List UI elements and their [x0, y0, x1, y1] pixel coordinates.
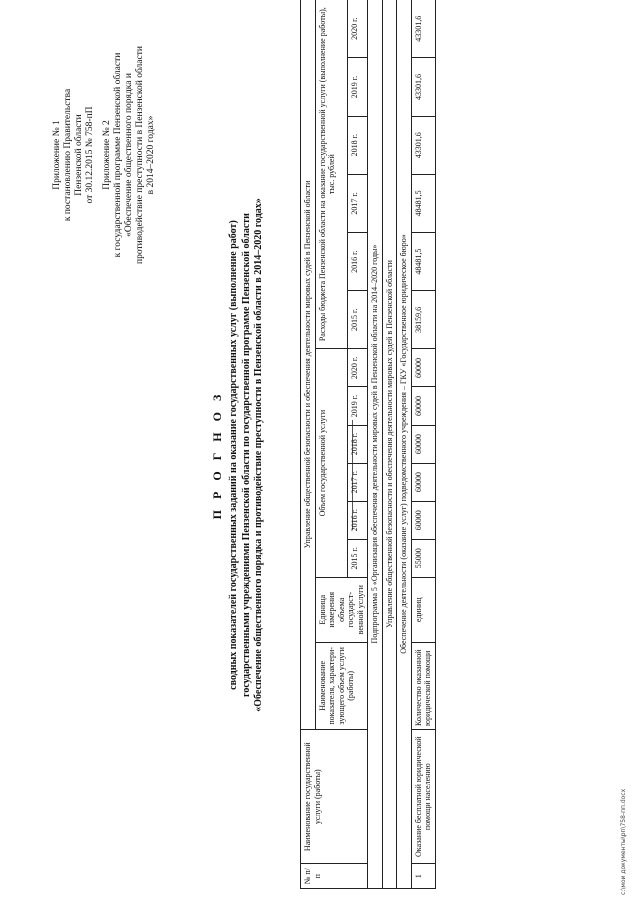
row-service: Оказание бесплатной юридической помощи населению: [411, 730, 435, 864]
table-section-row: [368, 0, 383, 889]
appendix-line: «Обеспечение общественного порядка и: [124, 73, 134, 237]
appendix-line: Приложение № 1: [52, 120, 62, 190]
expense-cell: 43301,6: [411, 58, 435, 116]
title-line: «Обеспечение общественного порядка и противодействие преступности в Пензенской области в 2014–2020 годах»: [253, 198, 264, 712]
year-cell: 2016 г.: [348, 501, 368, 539]
year-cell: 2017 г.: [348, 463, 368, 501]
title-heading: П Р О Г Н О З: [210, 390, 224, 520]
header-num: № п/п: [301, 864, 368, 889]
volume-cell: 60000: [411, 463, 435, 501]
appendix-line: к государственной программе Пензенской области: [113, 52, 123, 258]
expense-cell: 48481,5: [411, 174, 435, 232]
expense-cell: 38159,6: [411, 291, 435, 349]
appendix-line: к постановлению Правительства: [63, 88, 73, 222]
volume-cell: 60000: [411, 349, 435, 387]
year-cell: 2019 г.: [348, 58, 368, 116]
volume-cell: 60000: [411, 387, 435, 425]
document-title: [210, 45, 266, 865]
file-path-footer: c:\мои документы\рп\758-пп.docx: [620, 788, 627, 895]
year-cell: 2018 г.: [348, 425, 368, 463]
subprogram-title: Подпрограмма 5 «Организация обеспечения деятельности мировых судей в Пензенской области на 2014–2020 годы»: [368, 0, 383, 889]
year-cell: 2019 г.: [348, 387, 368, 425]
dept-title: Управление общественной безопасности и обеспечения деятельности мировых судей в Пензенской области: [382, 0, 397, 889]
appendix-line: Пензенской области: [74, 114, 84, 196]
expense-cell: 43301,6: [411, 116, 435, 174]
year-cell: 2020 г.: [348, 0, 368, 58]
table-section-row: [382, 0, 397, 889]
volume-cell: 55000: [411, 539, 435, 577]
header-service: Наименование государственной услуги (работы): [301, 730, 368, 864]
title-line: государственными учреждениями Пензенской области по государственной программе Пензенской области: [240, 213, 252, 697]
volume-cell: 60000: [411, 425, 435, 463]
row-indicator: Количество оказанной юридической помощи: [411, 642, 435, 729]
year-cell: 2015 г.: [348, 539, 368, 577]
title-line: сводных показателей государственных заданий на оказание государственных услуг (выполнение работ): [228, 220, 239, 690]
appendix-line: противодействие преступности в Пензенской области: [135, 46, 145, 264]
volume-cell: 60000: [411, 501, 435, 539]
year-cell: 2017 г.: [348, 174, 368, 232]
year-cell: 2020 г.: [348, 349, 368, 387]
appendix-line: в 2014–2020 годах»: [146, 115, 156, 195]
header-volume: Объем государственной услуги: [315, 349, 348, 577]
expense-cell: 43301,6: [411, 0, 435, 58]
year-cell: 2018 г.: [348, 116, 368, 174]
appendix-block: [52, 5, 157, 305]
table-header-row: [301, 0, 316, 889]
year-cell: 2015 г.: [348, 291, 368, 349]
table-section-row: [397, 0, 412, 889]
forecast-table: [300, 0, 436, 889]
appendix-line: от 30.12.2015 № 758-пП: [85, 106, 95, 204]
header-dept: Управление общественной безопасности и обеспечения деятельности мировых судей в Пензенской области: [301, 0, 316, 730]
expense-cell: 48481,5: [411, 233, 435, 291]
row-unit: единиц: [411, 577, 435, 642]
header-expenses: Расходы бюджета Пензенской области на оказание государственной услуги (выполнение работы), тыс. рублей: [315, 0, 348, 349]
year-cell: 2016 г.: [348, 233, 368, 291]
table-row: [411, 0, 435, 889]
header-unit: Единица измерения объема государст-венной услуги: [315, 577, 368, 642]
header-indicator: Наименование показателя, характери-зующего объем услуги (работы): [315, 642, 368, 729]
appendix-line: Приложение № 2: [102, 120, 112, 190]
activity-title: Обеспечение деятельности (оказание услуг) подведомственного учреждения – ГКУ «Государственное юридическое бюро»: [397, 0, 412, 889]
row-num: 1: [411, 864, 435, 889]
